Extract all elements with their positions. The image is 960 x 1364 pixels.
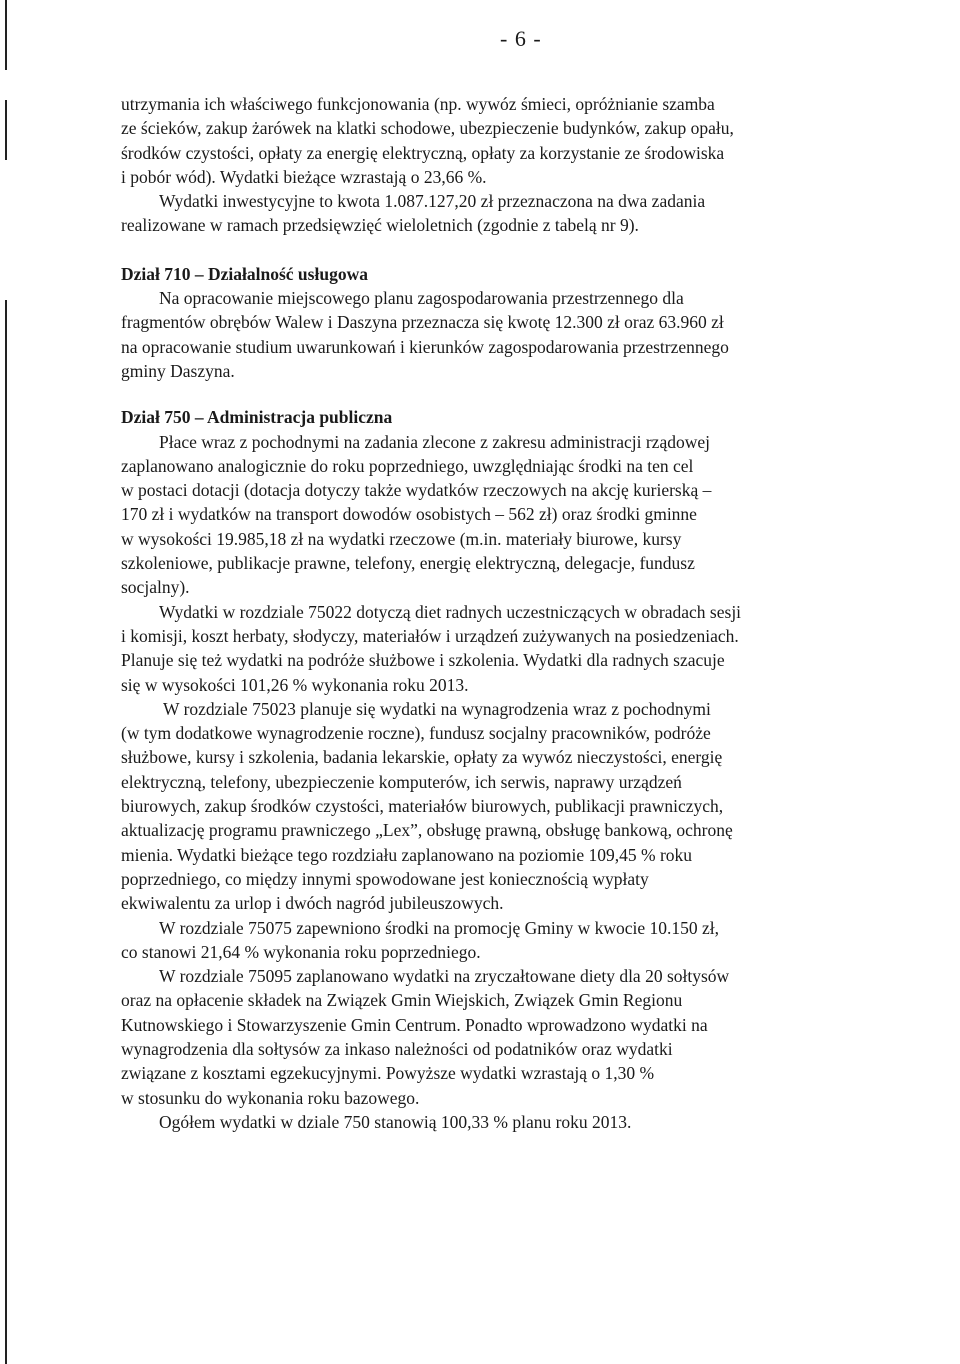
section-heading: Dział 710 – Działalność usługowa (121, 263, 368, 284)
text-line: Kutnowskiego i Stowarzyszenie Gmin Centrum. Ponadto wprowadzono wydatki na (121, 1014, 708, 1035)
text-line: w stosunku do wykonania roku bazowego. (121, 1087, 420, 1108)
text-line: wynagrodzenia dla sołtysów za inkaso należności od podatników oraz wydatki (121, 1038, 673, 1059)
text-line: szkoleniowe, publikacje prawne, telefony, energię elektryczną, delegacje, fundusz (121, 553, 695, 574)
text-line: socjalny). (121, 577, 190, 598)
text-line: w wysokości 19.985,18 zł na wydatki rzeczowe (m.in. materiały biurowe, kursy (121, 528, 682, 549)
scan-edge-line (5, 100, 7, 160)
text-line: utrzymania ich właściwego funkcjonowania (np. wywóz śmieci, opróżnianie szamba (121, 94, 715, 114)
text-line: (w tym dodatkowe wynagrodzenie roczne), fundusz socjalny pracowników, podróże (121, 723, 711, 744)
text-line: gminy Daszyna. (121, 360, 235, 381)
text-line: Płace wraz z pochodnymi na zadania zlecone z zakresu administracji rządowej (159, 431, 710, 452)
text-line: w postaci dotacji (dotacja dotyczy także wydatków rzeczowych na akcję kurierską – (121, 480, 712, 501)
text-line: zaplanowano analogicznie do roku poprzedniego, uwzględniając środki na ten cel (121, 455, 694, 476)
section-710 (121, 262, 896, 383)
text-line: W rozdziale 75023 planuje się wydatki na wynagrodzenia wraz z pochodnymi (163, 698, 711, 719)
text-line: aktualizację programu prawniczego „Lex”, obsługę prawną, obsługę bankową, ochronę (121, 820, 733, 841)
intro-paragraph (121, 92, 896, 238)
text-line: W rozdziale 75095 zaplanowano wydatki na zryczałtowane diety dla 20 sołtysów (159, 966, 730, 987)
text-line: elektryczną, telefony, ubezpieczenie komputerów, ich serwis, naprawy urządzeń (121, 771, 682, 792)
paragraph-gap (121, 238, 896, 262)
text-line: biurowych, zakup środków czystości, materiałów biurowych, publikacji prawniczych, (121, 796, 724, 817)
section-750 (121, 405, 896, 1134)
text-line: na opracowanie studium uwarunkowań i kierunków zagospodarowania przestrzennego (121, 336, 729, 357)
text-line: ekwiwalentu za urlop i dwóch nagród jubileuszowych. (121, 893, 504, 914)
text-line: oraz na opłacenie składek na Związek Gmin Wiejskich, Związek Gmin Regionu (121, 990, 683, 1011)
page-number: - 6 - (500, 26, 542, 51)
paragraph-gap (121, 383, 896, 405)
scan-edge-line (5, 300, 7, 1364)
text-line: i komisji, koszt herbaty, słodyczy, materiałów i urządzeń zużywanych na posiedzeniach. (121, 625, 739, 646)
text-line: realizowane w ramach przedsięwzięć wieloletnich (zgodnie z tabelą nr 9). (121, 215, 639, 236)
text-line: związane z kosztami egzekucyjnymi. Powyższe wydatki wzrastają o 1,30 % (121, 1063, 655, 1084)
text-line: Planuje się też wydatki na podróże służbowe i szkolenia. Wydatki dla radnych szacuje (121, 650, 725, 671)
text-line: służbowe, kursy i szkolenia, badania lekarskie, opłaty za wywóz nieczystości, energię (121, 747, 723, 768)
text-line: się w wysokości 101,26 % wykonania roku 2013. (121, 674, 469, 695)
section-heading: Dział 750 – Administracja publiczna (121, 407, 393, 428)
text-line: Ogółem wydatki w dziale 750 stanowią 100,33 % planu roku 2013. (159, 1111, 632, 1132)
text-line: środków czystości, opłaty za energię elektryczną, opłaty za korzystanie ze środowiska (121, 142, 725, 163)
text-line: Wydatki inwestycyjne to kwota 1.087.127,20 zł przeznaczona na dwa zadania (159, 191, 706, 212)
text-line: mienia. Wydatki bieżące tego rozdziału zaplanowano na poziomie 109,45 % roku (121, 844, 693, 865)
document-body (121, 92, 896, 1134)
text-line: W rozdziale 75075 zapewniono środki na promocję Gminy w kwocie 10.150 zł, (159, 917, 720, 938)
text-line: Na opracowanie miejscowego planu zagospodarowania przestrzennego dla (159, 288, 684, 309)
text-line: fragmentów obrębów Walew i Daszyna przeznacza się kwotę 12.300 zł oraz 63.960 zł (121, 312, 724, 333)
text-line: Wydatki w rozdziale 75022 dotyczą diet radnych uczestniczących w obradach sesji (159, 601, 742, 622)
scan-edge-line (5, 0, 7, 70)
text-line: poprzedniego, co między innymi spowodowane jest koniecznością wypłaty (121, 868, 649, 889)
text-line: co stanowi 21,64 % wykonania roku poprzedniego. (121, 941, 481, 962)
text-line: i pobór wód). Wydatki bieżące wzrastają o 23,66 %. (121, 166, 487, 187)
text-line: 170 zł i wydatków na transport dowodów osobistych – 562 zł) oraz środki gminne (121, 504, 697, 525)
text-line: ze ścieków, zakup żarówek na klatki schodowe, ubezpieczenie budynków, zakup opału, (121, 118, 734, 139)
